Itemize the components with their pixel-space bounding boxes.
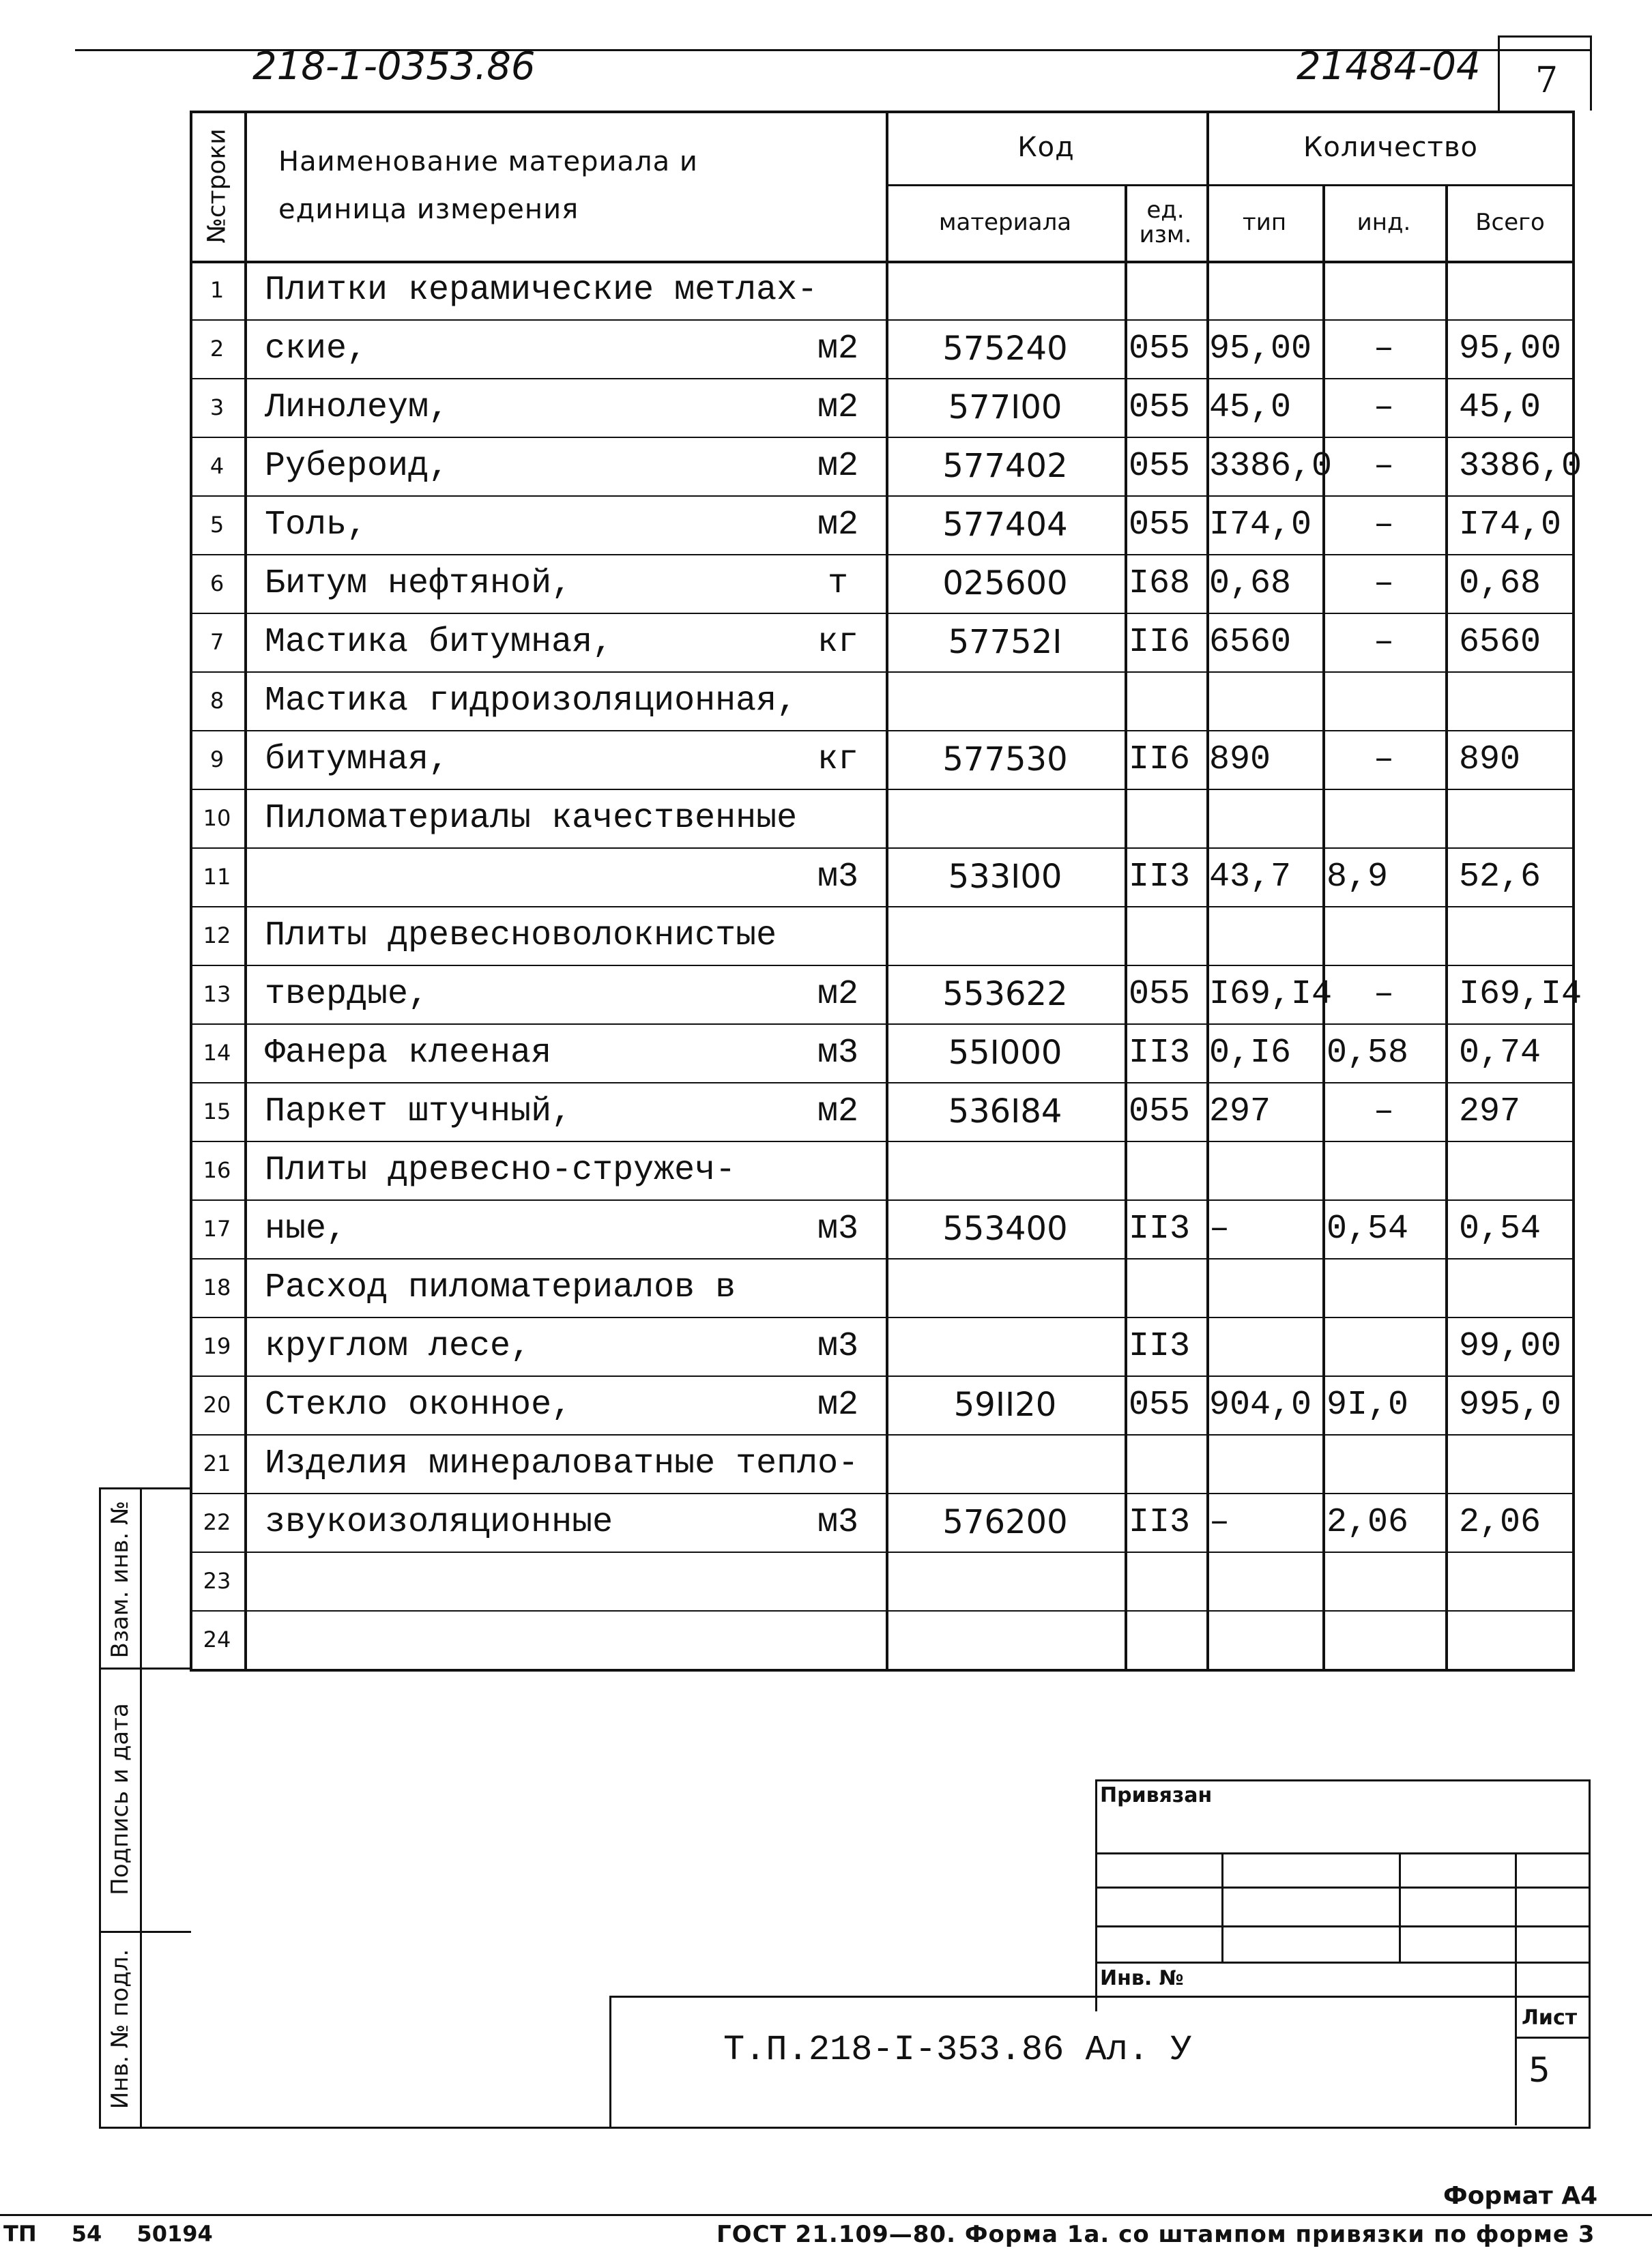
qty-type (1209, 1141, 1325, 1199)
row-number: 3 (209, 394, 224, 420)
qty-total (1459, 1434, 1575, 1493)
qty-type: – (1209, 1209, 1230, 1249)
material-name: звукоизоляционные (265, 1502, 613, 1542)
qty-type: 0,68 (1209, 564, 1292, 603)
qty-type: I69,I4 (1209, 974, 1333, 1014)
quantity-header: Количество (1303, 132, 1478, 163)
unit-code (1129, 789, 1211, 847)
material-code: 533I00 (948, 858, 1062, 896)
material-code (886, 671, 1125, 730)
row-number: 4 (209, 453, 224, 479)
material-name: Толь, (265, 505, 368, 544)
inv-no-label: Инв. № (1100, 1966, 1184, 1990)
material-name-header: Наименование материала и единица измерения (278, 146, 698, 225)
doc-code-handwritten: 218-1-0353.86 (252, 44, 536, 89)
unit: кг (817, 622, 858, 662)
row-number: 20 (203, 1392, 231, 1418)
unit: м2 (817, 388, 858, 427)
qty-total (1459, 1610, 1575, 1669)
qty-type (1209, 261, 1325, 319)
unit-code: II6 (1129, 740, 1191, 779)
row-number: 22 (203, 1509, 231, 1535)
sheet-label: Лист (1522, 2006, 1578, 2030)
unit: м3 (817, 1326, 858, 1366)
material-name: Паркет штучный, (265, 1092, 573, 1131)
qty-ind: – (1373, 388, 1394, 427)
unit (797, 261, 879, 319)
material-code (886, 1317, 1125, 1375)
material-name: Пиломатериалы качественные (265, 798, 798, 838)
material-code: 57752I (948, 623, 1062, 661)
row-number: 19 (203, 1333, 231, 1359)
qty-type (1209, 1434, 1325, 1493)
qty-type: 0,I6 (1209, 1033, 1292, 1073)
material-code (886, 906, 1125, 965)
qty-type: 3386,0 (1209, 446, 1333, 486)
qty-type (1209, 789, 1325, 847)
unit-code (1129, 1552, 1211, 1610)
qty-total (1459, 1141, 1575, 1199)
row-number: 16 (203, 1157, 231, 1183)
qty-total: 0,74 (1459, 1033, 1541, 1073)
unit-code: II3 (1129, 1326, 1191, 1366)
qty-total (1459, 1258, 1575, 1317)
row-number: 5 (209, 512, 224, 538)
material-name: Расход пиломатериалов в (265, 1268, 736, 1307)
unit: м3 (817, 1209, 858, 1249)
row-number: 2 (209, 336, 224, 362)
qty-ind: – (1373, 446, 1394, 486)
material-code: 576200 (942, 1503, 1068, 1541)
qty-type: I74,0 (1209, 505, 1312, 544)
material-code: 577402 (942, 447, 1068, 485)
row-number: 10 (203, 805, 231, 831)
material-name: ные, (265, 1209, 347, 1249)
vzam-inv-label: Взам. инв. № (106, 1500, 134, 1659)
unit-code: II3 (1129, 857, 1191, 897)
qty-type-header: тип (1242, 209, 1287, 236)
qty-type: 904,0 (1209, 1385, 1312, 1425)
qty-total (1459, 1552, 1575, 1610)
material-code: 59II20 (953, 1386, 1057, 1424)
material-name: Рубероид, (265, 446, 450, 486)
unit-code (1129, 671, 1211, 730)
unit (797, 906, 879, 965)
qty-ind (1322, 1258, 1445, 1317)
qty-total-header: Всего (1475, 209, 1545, 236)
qty-type (1209, 1317, 1325, 1375)
gost-footer: ГОСТ 21.109—80. Форма 1а. со штампом привязки по форме 3 (716, 2221, 1595, 2248)
unit-code: 055 (1129, 388, 1191, 427)
qty-total (1459, 671, 1575, 730)
qty-ind (1322, 789, 1445, 847)
unit: м2 (817, 329, 858, 368)
qty-ind: – (1373, 1092, 1394, 1131)
code-header: Код (1017, 132, 1075, 163)
qty-ind: – (1373, 740, 1394, 779)
qty-type: 95,00 (1209, 329, 1312, 368)
material-code: 577404 (942, 506, 1068, 544)
material-code: 575240 (942, 330, 1068, 368)
unit: м2 (817, 505, 858, 544)
qty-total: 52,6 (1459, 857, 1541, 897)
qty-type: 297 (1209, 1092, 1271, 1131)
row-number: 8 (209, 688, 224, 714)
qty-ind (1322, 1610, 1445, 1669)
row-number: 24 (203, 1627, 231, 1652)
row-number: 15 (203, 1098, 231, 1124)
qty-type: 45,0 (1209, 388, 1292, 427)
qty-total: 0,54 (1459, 1209, 1541, 1249)
qty-type (1209, 671, 1325, 730)
signature-date-label: Подпись и дата (106, 1703, 134, 1895)
unit-code (1129, 906, 1211, 965)
material-code (886, 1434, 1125, 1493)
code-material-header: материала (938, 209, 1072, 236)
material-name: Плиты древесно-стружеч- (265, 1150, 736, 1190)
unit-code: II3 (1129, 1209, 1191, 1249)
row-number: 13 (203, 981, 231, 1007)
unit-code: 055 (1129, 974, 1191, 1014)
qty-total (1459, 261, 1575, 319)
row-number: 12 (203, 922, 231, 948)
code-unit-header: ед. изм. (1139, 196, 1192, 248)
material-code: 55I000 (948, 1034, 1062, 1072)
qty-total: 297 (1459, 1092, 1521, 1131)
qty-type: – (1209, 1502, 1230, 1542)
qty-ind (1322, 1552, 1445, 1610)
row-number-header (190, 111, 244, 261)
unit: м2 (817, 1385, 858, 1425)
qty-type (1209, 1552, 1325, 1610)
material-name: Изделия минераловатные тепло- (265, 1444, 859, 1483)
qty-total: 99,00 (1459, 1326, 1562, 1366)
unit (797, 671, 879, 730)
row-number: 11 (203, 864, 231, 890)
qty-ind: 8,9 (1327, 857, 1389, 897)
unit-code: 055 (1129, 1385, 1191, 1425)
unit-code (1129, 1141, 1211, 1199)
qty-ind: 0,58 (1327, 1033, 1409, 1073)
unit: кг (817, 740, 858, 779)
qty-ind (1322, 1141, 1445, 1199)
material-code: 025600 (942, 564, 1068, 602)
privyazan-label: Привязан (1100, 1783, 1213, 1807)
qty-total: 6560 (1459, 622, 1541, 662)
unit-code (1129, 261, 1211, 319)
unit-code: II3 (1129, 1502, 1191, 1542)
material-name (265, 1610, 797, 1669)
unit: м2 (817, 446, 858, 486)
qty-total: 0,68 (1459, 564, 1541, 603)
unit-code (1129, 1434, 1211, 1493)
material-name: Мастика гидроизоляционная, (265, 681, 798, 720)
row-number: 18 (203, 1275, 231, 1300)
material-code: 553622 (942, 975, 1068, 1013)
material-code: 577I00 (948, 388, 1062, 426)
qty-total (1459, 906, 1575, 965)
qty-ind: 0,54 (1327, 1209, 1409, 1249)
material-name: твердые, (265, 974, 429, 1014)
material-name: Линолеум, (265, 388, 450, 427)
material-code (886, 1610, 1125, 1669)
qty-ind-header: инд. (1357, 209, 1411, 236)
row-number: 23 (203, 1568, 231, 1594)
qty-ind (1322, 671, 1445, 730)
material-name: Плиты древесноволокнистые (265, 916, 777, 955)
unit: м2 (817, 974, 858, 1014)
qty-ind (1322, 261, 1445, 319)
qty-type (1209, 906, 1325, 965)
qty-total: 995,0 (1459, 1385, 1562, 1425)
qty-type: 43,7 (1209, 857, 1292, 897)
row-number: 21 (203, 1451, 231, 1476)
material-code (886, 789, 1125, 847)
qty-type: 890 (1209, 740, 1271, 779)
material-name: битумная, (265, 740, 450, 779)
qty-total: I69,I4 (1459, 974, 1582, 1014)
unit: т (827, 564, 848, 603)
format-label: Формат А4 (1443, 2182, 1598, 2210)
unit-code (1129, 1258, 1211, 1317)
material-code (886, 261, 1125, 319)
row-number-header-label: №строки (203, 128, 231, 244)
unit-code: I68 (1129, 564, 1191, 603)
material-code (886, 1141, 1125, 1199)
qty-ind (1322, 906, 1445, 965)
qty-total: 95,00 (1459, 329, 1562, 368)
qty-type: 6560 (1209, 622, 1292, 662)
unit (797, 1258, 879, 1317)
sheet-number: 5 (1528, 2050, 1550, 2090)
qty-ind: 2,06 (1327, 1502, 1409, 1542)
material-code (886, 1258, 1125, 1317)
unit-code: 055 (1129, 446, 1191, 486)
qty-total: 2,06 (1459, 1502, 1541, 1542)
unit-code: 055 (1129, 505, 1191, 544)
material-name (265, 847, 797, 906)
qty-total: 890 (1459, 740, 1521, 779)
qty-ind: – (1373, 505, 1394, 544)
material-code: 536I84 (948, 1092, 1062, 1131)
material-code: 553400 (942, 1210, 1068, 1248)
qty-total: 45,0 (1459, 388, 1541, 427)
row-number: 14 (203, 1040, 231, 1066)
ref-number-handwritten: 21484-04 (1296, 44, 1481, 89)
unit-code: 055 (1129, 1092, 1191, 1131)
inv-podl-label: Инв. № подл. (106, 1949, 134, 2110)
unit (797, 1141, 879, 1199)
page-number: 7 (1535, 60, 1559, 101)
unit: м3 (817, 1033, 858, 1073)
unit-code: II3 (1129, 1033, 1191, 1073)
qty-total (1459, 789, 1575, 847)
qty-ind (1322, 1434, 1445, 1493)
row-number: 7 (209, 629, 224, 655)
qty-ind: – (1373, 622, 1394, 662)
unit: м3 (817, 857, 858, 897)
qty-ind: – (1373, 974, 1394, 1014)
material-name: Стекло оконное, (265, 1385, 573, 1425)
qty-ind: – (1373, 329, 1394, 368)
unit-code (1129, 1610, 1211, 1669)
unit (797, 1552, 879, 1610)
qty-ind: 9I,0 (1327, 1385, 1409, 1425)
material-name: Фанера клееная (265, 1033, 552, 1073)
material-code (886, 1552, 1125, 1610)
material-name: Мастика битумная, (265, 622, 613, 662)
qty-type (1209, 1610, 1325, 1669)
row-number: 1 (209, 277, 224, 303)
materials-table (190, 111, 1582, 1668)
material-name: Плитки керамические метлах- (265, 270, 818, 310)
material-name: Битум нефтяной, (265, 564, 573, 603)
unit-code: II6 (1129, 622, 1191, 662)
material-name: ские, (265, 329, 368, 368)
unit (797, 789, 879, 847)
unit (797, 1610, 879, 1669)
material-code: 577530 (942, 740, 1068, 778)
document-title: Т.П.218-I-353.86 Ал. У (723, 2030, 1192, 2070)
material-name: круглом лесе, (265, 1326, 532, 1366)
unit (797, 1434, 879, 1493)
qty-total: 3386,0 (1459, 446, 1582, 486)
footer-left-code: ТП 54 50194 (3, 2221, 213, 2247)
row-number: 9 (209, 746, 224, 772)
qty-type (1209, 1258, 1325, 1317)
row-number: 6 (209, 570, 224, 596)
row-number: 17 (203, 1216, 231, 1242)
material-name (265, 1552, 797, 1610)
qty-total: I74,0 (1459, 505, 1562, 544)
unit: м2 (817, 1092, 858, 1131)
qty-ind (1322, 1317, 1445, 1375)
qty-ind: – (1373, 564, 1394, 603)
unit: м3 (817, 1502, 858, 1542)
unit-code: 055 (1129, 329, 1191, 368)
